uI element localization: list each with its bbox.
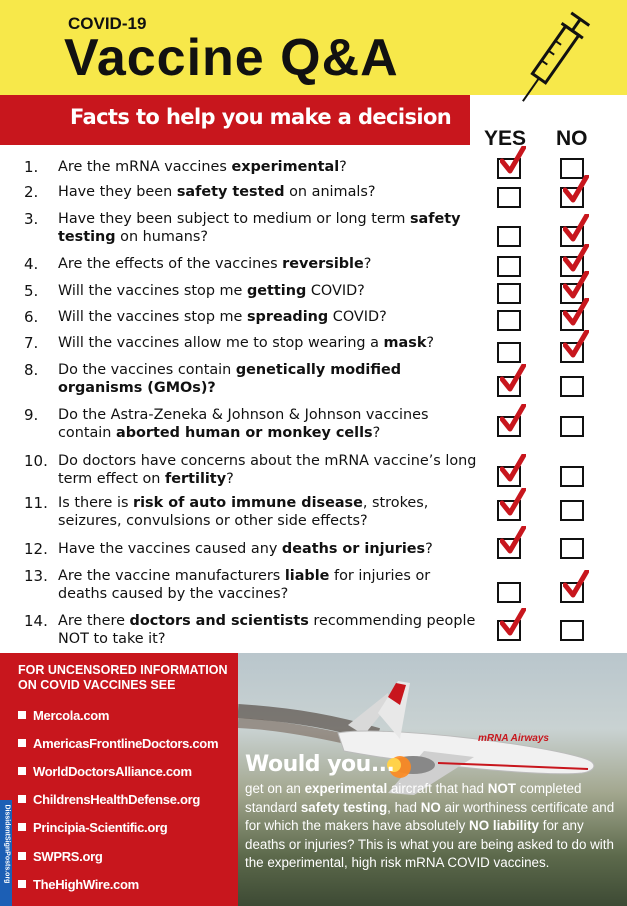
text-run: ? [363, 256, 372, 272]
resource-link-label: TheHighWire.com [33, 877, 139, 892]
text-run: Do doctors have concerns about the mRNA vaccine’s long term effect on [58, 453, 477, 487]
text-run: Have they been [58, 184, 177, 200]
question-text [58, 255, 478, 273]
resource-link-label: WorldDoctorsAlliance.com [33, 764, 192, 779]
bold-phrase: deaths or injuries [281, 541, 426, 557]
text-run: completed standard [245, 781, 582, 815]
bold-phrase: experimental [304, 781, 388, 796]
bold-phrase: NOT [487, 781, 516, 796]
bold-phrase: safety testing [58, 211, 461, 245]
square-bullet-icon [18, 823, 26, 831]
text-run: Will the vaccines stop me [58, 283, 247, 299]
resources-title: FOR UNCENSORED INFORMATION ON COVID VACCINES SEE [18, 663, 228, 692]
checkmark-icon [563, 298, 589, 326]
resource-link[interactable] [18, 736, 218, 751]
yes-checkbox[interactable] [497, 256, 521, 277]
text-run: Is there is [58, 495, 134, 511]
bold-phrase: risk of auto immune disease [133, 495, 363, 511]
text-run: Do the vaccines contain [58, 362, 236, 378]
resources-panel [0, 653, 238, 906]
checkmark-icon [500, 146, 526, 174]
question-number: 7. [24, 334, 39, 352]
question-number: 11. [24, 494, 48, 512]
subtitle-banner [0, 95, 470, 145]
checkmark-icon [500, 488, 526, 516]
text-run: ? [372, 425, 381, 441]
bold-phrase: liable [284, 568, 330, 584]
resource-link[interactable] [18, 849, 103, 864]
yes-checkbox[interactable] [497, 187, 521, 208]
no-checkbox[interactable] [560, 416, 584, 437]
resource-link-label: AmericasFrontlineDoctors.com [33, 736, 219, 751]
no-checkbox[interactable] [560, 538, 584, 559]
checkmark-icon [500, 454, 526, 482]
question-text [58, 158, 478, 176]
text-run: , strokes, seizures, convulsions or other side effects? [58, 495, 429, 529]
question-number: 10. [24, 452, 48, 470]
text-run: ? [339, 159, 347, 175]
question-number: 6. [24, 308, 39, 326]
text-run: Have they been subject to medium or long term [58, 211, 410, 227]
page-title: Vaccine Q&A [64, 29, 399, 87]
bold-phrase: safety testing [300, 799, 388, 815]
question-number: 2. [24, 183, 39, 201]
square-bullet-icon [18, 880, 26, 888]
checkmark-icon [500, 364, 526, 392]
vertical-credit-bar [0, 800, 12, 906]
text-run: Do the Astra-Zeneka & Johnson & Johnson vaccines contain [58, 407, 429, 441]
question-text [58, 612, 478, 648]
promo-heading: Would you... [245, 752, 395, 777]
text-run: ? [426, 335, 435, 351]
no-checkbox[interactable] [560, 376, 584, 397]
square-bullet-icon [18, 711, 26, 719]
text-run: Are there [58, 613, 130, 629]
yes-checkbox[interactable] [497, 310, 521, 331]
bold-phrase: genetically modified organisms (GMOs)? [58, 362, 402, 396]
checkmark-icon [500, 404, 526, 432]
text-run: Will the vaccines allow me to stop wearing a [58, 335, 384, 351]
bold-phrase: experimental [231, 159, 340, 175]
question-text [58, 282, 478, 300]
text-run: for injuries or deaths caused by the vaccines? [58, 568, 431, 602]
resource-link-label: ChildrensHealthDefense.org [33, 792, 201, 807]
text-run: Are the mRNA vaccines [58, 159, 232, 175]
question-number: 4. [24, 255, 39, 273]
square-bullet-icon [18, 795, 26, 803]
question-number: 3. [24, 210, 39, 228]
bold-phrase: getting [246, 283, 307, 299]
bold-phrase: doctors and scientists [129, 613, 309, 629]
syringe-icon [510, 6, 592, 116]
text-run: COVID? [306, 283, 365, 299]
no-checkbox[interactable] [560, 466, 584, 487]
bold-phrase: mask [383, 335, 427, 351]
square-bullet-icon [18, 739, 26, 747]
kicker-label: COVID-19 [68, 14, 147, 33]
no-column-header: NO [556, 127, 588, 150]
text-run: , had [387, 799, 421, 815]
text-run: air worthiness certificate and for which the makers have absolutely [245, 799, 615, 834]
text-run: Are the effects of the vaccines [58, 256, 283, 272]
text-run: Have the vaccines caused any [58, 541, 282, 557]
question-number: 14. [24, 612, 48, 630]
checkmark-icon [563, 330, 589, 358]
checkmark-icon [563, 271, 589, 299]
question-number: 5. [24, 282, 39, 300]
text-run: on animals? [284, 184, 376, 200]
header-band [0, 0, 627, 95]
text-run: ? [425, 541, 433, 557]
resource-link-label: Principia-Scientific.org [33, 820, 168, 835]
text-run: Will the vaccines stop me [58, 309, 247, 325]
question-text [58, 183, 478, 201]
checkmark-icon [563, 175, 589, 203]
yes-checkbox[interactable] [497, 582, 521, 603]
resource-link[interactable] [18, 708, 109, 723]
bold-phrase: NO liability [469, 818, 539, 834]
resource-link[interactable] [18, 764, 192, 779]
square-bullet-icon [18, 767, 26, 775]
no-checkbox[interactable] [560, 500, 584, 521]
question-number: 8. [24, 361, 39, 379]
text-run: on humans? [115, 229, 208, 245]
resource-link-label: Mercola.com [33, 708, 110, 723]
checkmark-icon [563, 570, 589, 598]
text-run: COVID? [328, 309, 387, 325]
resource-link-label: SWPRS.org [33, 849, 103, 864]
square-bullet-icon [18, 852, 26, 860]
text-run: recommending people NOT to take it? [58, 613, 476, 647]
question-number: 9. [24, 406, 39, 424]
question-text [58, 494, 478, 530]
text-run: ? [226, 471, 234, 487]
question-text [58, 452, 478, 488]
question-text [58, 406, 478, 442]
text-run: aircraft that had [387, 781, 488, 796]
yes-column-header: YES [484, 127, 527, 150]
subtitle-text: Facts to help you make a decision [70, 105, 452, 129]
checkmark-icon [563, 214, 589, 242]
question-text [58, 308, 478, 326]
bold-phrase: spreading [246, 309, 329, 325]
question-text [58, 540, 478, 558]
bold-phrase: fertility [165, 471, 227, 487]
yes-checkbox[interactable] [497, 283, 521, 304]
question-text [58, 210, 478, 246]
question-text [58, 334, 478, 352]
plane-label: mRNA Airways [478, 733, 549, 744]
text-run: Are the vaccine manufacturers [58, 568, 285, 584]
checkmark-icon [500, 608, 526, 636]
text-run: for any deaths or injuries? This is what you are being asked to do with the experimental, high risk mRNA COVID vaccines. [245, 818, 614, 871]
yes-checkbox[interactable] [497, 226, 521, 247]
question-number: 13. [24, 567, 48, 585]
question-text [58, 361, 478, 397]
checkmark-icon [500, 526, 526, 554]
resource-link[interactable] [18, 792, 200, 807]
text-run: get on an [245, 781, 305, 796]
checkmark-icon [563, 244, 589, 272]
vertical-credit: DissidentSignPosts.org [3, 804, 11, 884]
bold-phrase: safety tested [176, 184, 285, 200]
bold-phrase: reversible [282, 256, 364, 272]
resource-link[interactable] [18, 877, 139, 892]
question-number: 1. [24, 158, 39, 176]
question-number: 12. [24, 540, 48, 558]
bold-phrase: NO [420, 799, 441, 815]
yes-checkbox[interactable] [497, 342, 521, 363]
resource-link[interactable] [18, 820, 167, 835]
no-checkbox[interactable] [560, 620, 584, 641]
promo-paragraph [245, 780, 625, 873]
question-text [58, 567, 478, 603]
bold-phrase: aborted human or monkey cells [116, 425, 373, 441]
